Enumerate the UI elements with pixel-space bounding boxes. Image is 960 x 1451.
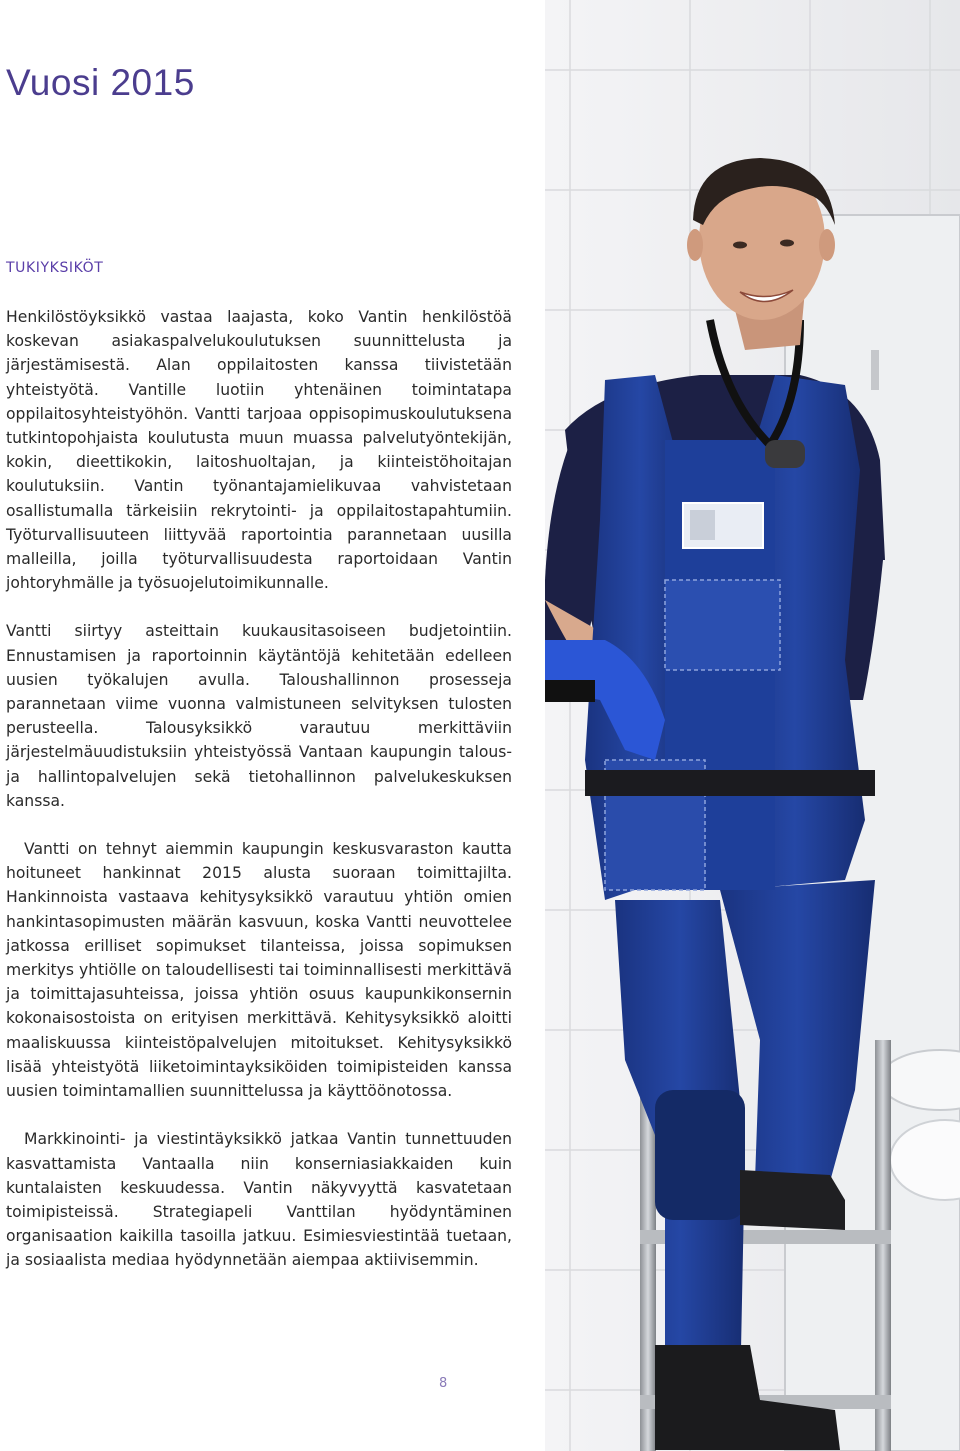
chest-pocket [665,580,780,670]
id-photo [690,510,715,540]
paragraph-talous: Vantti siirtyy asteittain kuukausitasoiseen budjetointiin. Ennustamisen ja raportoinnin käytäntöjä kehitetään edelleen uusien työkalujen avulla. Taloushallinnon prosesseja parannetaan viime vuonna valmistuneen selvityksen tulosten perusteella. Talousyksikkö varautuu merkittäviin järjestelmäuudistuksiin yhteistyössä Vantaan kaupungin talous- ja hallintopalvelujen sekä tietohallinnon palvelukeskuksen kanssa. [6,622,512,810]
belt [585,770,875,796]
left-eye [733,242,747,249]
headlamp [765,440,805,468]
door-hinge [871,350,879,390]
page-number: 8 [439,1376,448,1391]
paragraph-henkilosto: Henkilöstöyksikkö vastaa laajasta, koko Vantin henkilöstöä koskevan asiakaspalvelukoulutuksen suunnittelusta ja järjestämisestä. Alan oppilaitosten kanssa tiivistetään yhteistyötä. Vantille luotiin yhtenäinen toimintatapa oppilaitosyhteistyöhön. Vantti tarjoaa oppisopimuskoulutuksena tutkintopohjaista koulutusta muun muassa palvelutyöntekijän, kokin, dieettikokin, laitoshuoltajan, ja kiinteistöhoitajan koulutuksiin. Vantin työnantajamielikuvaa vahvistetaan osallistumalla tärkeisiin rekrytointi- ja oppilaitostapahtumiin. Työturvallisuuteen liittyvää raportointia parannetaan uusilla malleilla, joilla työturvallisuudesta raportoidaan Vantin johtoryhmälle ja työsuojelutoimikunnalle. [6,308,512,593]
paragraph-markkinointi: Markkinointi- ja viestintäyksikkö jatkaa Vantin tunnettuuden kasvattamista Vantaalla niin konserniasiakkaiden kuin kuntalaisten keskuudessa. Vantin näkyvyyttä kasvatetaan toimipisteissä. Strategiapeli Vanttilan hyödyntäminen organisaation kaikilla tasoilla jatkuu. Esimiesviestintää tuetaan, ja sosiaalista mediaa hyödynnetään aiempaa aktiivisemmin. [6,1130,512,1270]
body-text [6,305,512,1297]
section-heading: TUKIYKSIKÖT [6,260,104,276]
paragraph-hankinnat: Vantti on tehnyt aiemmin kaupungin keskusvaraston kautta hoituneet hankinnat 2015 alusta suoraan toimittajilta. Hankinnoista vastaava kehitysyksikkö varautuu yhtiön omien hankintasopimusten määrän kasvuun, koska Vantti neuvottelee jatkossa erilliset sopimukset tilanteissa, joissa sopimuksen merkitys yhtiölle on taloudellisesti tai toiminnallisesti merkittävä ja toimittajasuhteissa, joissa yhtiön osuus kaupunkikonsernin kokonaisostoista on erityisen merkittävä. Kehitysyksikkö aloitti maaliskuussa kiinteistöpalvelujen mitoitukset. Kehitysyksikkö lisää yhteistyötä liiketoimintayksiköiden toimipisteiden kanssa uusien toimintamallien suunnittelussa ja käyttöönotossa. [6,840,512,1101]
page-title: Vuosi 2015 [6,62,195,103]
right-eye [780,240,794,247]
right-ear [819,229,835,261]
left-ear [687,229,703,261]
worker-photo [545,0,960,1451]
knee-pad [655,1090,745,1220]
glove-cuff [545,680,595,702]
right-boot [740,1170,845,1230]
